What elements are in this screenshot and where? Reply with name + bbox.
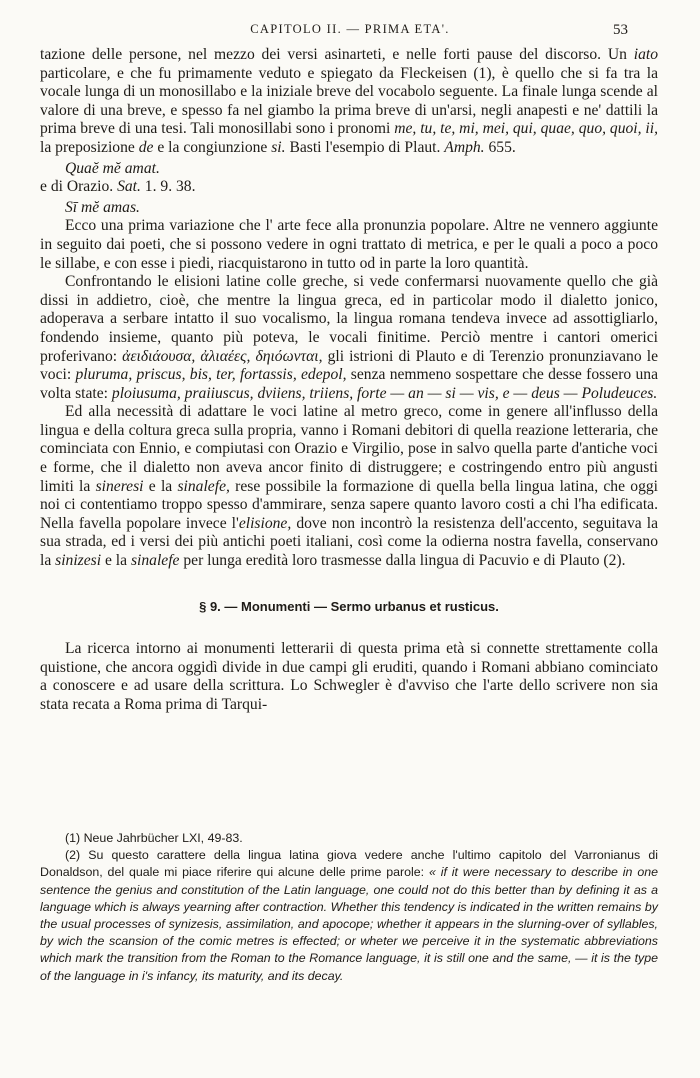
text-run: senza nemmeno sospettare che desse fossero una volta state: xyxy=(40,366,658,402)
italic-term: Amph. xyxy=(444,138,485,156)
text-run: Ed alla necessità di adattare le voci latine al metro greco, come in genere all'influsso della lingua e della coltura greca sulla propria, vanno i Romani debitori di quella reazione letteraria, che cominciata con Ennio, e compiutasi con Orazio e Virgilio, pose in salvo quella parte d'antiche voci e forme, che il dialetto non aveva ancor finito di distruggere; e costringendo entro più angusti limiti la xyxy=(40,403,658,495)
text-run: la preposizione xyxy=(40,138,139,156)
running-head: CAPITOLO II. — PRIMA ETA'. xyxy=(250,22,450,36)
greek-words: ἀειδιάουσα, ἀλιαέες, δηιόωνται, xyxy=(122,347,323,365)
italic-term: elisione, xyxy=(238,514,292,532)
italic-term: sinizesi xyxy=(55,552,102,570)
body-text xyxy=(40,46,658,715)
italic-term: ploiusuma, praiiuscus, dviiens, triiens, forte — an — si — vis, e — deus — Poludeuces. xyxy=(111,384,658,402)
italic-term: me, tu, te, mi, mei, qui, quae, quo, quoi, ii, xyxy=(394,120,658,138)
verse-quotation: Sī mĕ amas. xyxy=(65,198,140,216)
text-run: particolare, e che fu primamente veduto e spiegato da Fleckeisen (1), è quello che si fa tra la vocale lunga di un monosillabo e la iniziale breve del vocabolo seguente. La finale lunga scende al valore di una breve, e spesso fa nel giambo la prima breve di un'arsi, negli anapesti e ne' dattili la prima breve di una tesi. Tali monosillabi sono i pronomi xyxy=(40,64,658,138)
text-run: Confrontando le elisioni latine colle greche, si vede confermarsi nuovamente quello che già dissi in addietro, cioè, che mentre la lingua greca, ed in particolar modo il dialetto jonico, adoperava a serbare intatto il suo vocalismo, la lingua romana tendeva invece ad assottigliarlo, fondendo insieme, quanto più poteva, le vocali finitime. Perciò mentre i cantori omerici proferivano: xyxy=(40,273,658,365)
text-run: e la congiunzione xyxy=(153,138,272,156)
page-header xyxy=(0,22,700,44)
verse-quotation: Quaĕ mĕ amat. xyxy=(65,159,160,177)
italic-term: Sat. xyxy=(117,178,141,196)
text-run: 655. xyxy=(484,138,516,156)
italic-term: pluruma, priscus, bis, ter, fortassis, edepol, xyxy=(75,366,347,384)
text-run: per lunga eredità loro trasmesse dalla lingua di Pacuvio e di Plauto (2). xyxy=(179,552,626,570)
paragraph-horace-ref xyxy=(40,178,658,197)
italic-term: de xyxy=(138,138,154,156)
italic-term: iato xyxy=(633,46,658,63)
italic-term: sinalefe, xyxy=(177,477,230,495)
section-title: § 9. — Monumenti — Sermo urbanus et rusticus. xyxy=(199,598,499,614)
text-run: e la xyxy=(101,552,131,570)
italic-term: sinalefe xyxy=(130,552,180,570)
text-run: dove non incontrò la resistenza dell'accento, seguitava la sua strada, ed i versi dei più antichi poeti italiani, così come la odierna nostra favella, conservano la xyxy=(40,514,659,570)
text-run: 1. 9. 38. xyxy=(140,178,196,196)
footnote-2 xyxy=(40,847,658,985)
text-run: (2) Su questo carattere della lingua latina giova vedere anche l'ultimo capitolo del Varronianus di Donaldson, del quale mi piace riferire qui alcune delle prime parole: xyxy=(40,848,658,880)
footnote-1: (1) Neue Jahrbücher LXI, 49-83. xyxy=(65,831,243,845)
italic-term: si. xyxy=(271,138,286,156)
paragraph-hiatus xyxy=(40,46,658,158)
italic-term: sineresi xyxy=(95,477,144,495)
text-run: gli istrioni di Plauto e di Terenzio pronunziavano le voci: xyxy=(40,347,658,384)
paragraph-variation: Ecco una prima variazione che l' arte fece alla pronunzia popolare. Altre ne vennero aggiunte in seguito dai poeti, che si possono vedere in ogni trattato di metrica, e per le quali a poco a poco le sillabe, e con esse i piedi, riacquistarono in tutto od in parte la loro quantità. xyxy=(40,217,658,272)
paragraph-reaction xyxy=(40,403,658,570)
text-run: e la xyxy=(143,477,178,495)
text-run: tazione delle persone, nel mezzo dei versi asinarteti, e nelle forti pause del discorso. Un xyxy=(40,46,634,63)
text-run: Basti l'esempio di Plaut. xyxy=(285,138,445,156)
paragraph-elisions xyxy=(40,273,658,403)
paragraph-monuments: La ricerca intorno ai monumenti letterarii di questa prima età si connette strettamente colla quistione, che ancora oggidì divide in due campi gli eruditi, quando i Romani abbiano cominciato a conoscere e ad usare della scrittura. Lo Schwegler è d'avviso che l'arte dello scrivere non sia stata recata a Roma prima di Tarqui- xyxy=(40,640,658,713)
page-number: 53 xyxy=(613,22,628,38)
english-quotation: « if it were necessary to describe in one sentence the genius and constitution of the Latin language, one could not do this better than by defining it as a language which is always yearning after contraction. Whether this tendency is indicated in the written remains by the usual processes of synizesis, assimilation, and apocope; whether it appears in the slurning-over of syllables, by wich the scansion of the comic metres is effected; or wheter we perceive it in the systematic abbreviations which mark the transition from the Roman to the Romance language, it is still one and the same, — it is the type of the language in i's infancy, its maturity, and its decay. xyxy=(40,865,658,983)
text-run: e di Orazio. xyxy=(40,178,118,196)
footnotes xyxy=(40,830,658,985)
text-run: rese possibile la formazione di quella bella lingua latina, che oggi noi ci contentiamo troppo spesso d'ammirare, senza sapere quanto lavoro costi a chi l'ha edificata. Nella favella popolare invece l' xyxy=(40,477,658,532)
